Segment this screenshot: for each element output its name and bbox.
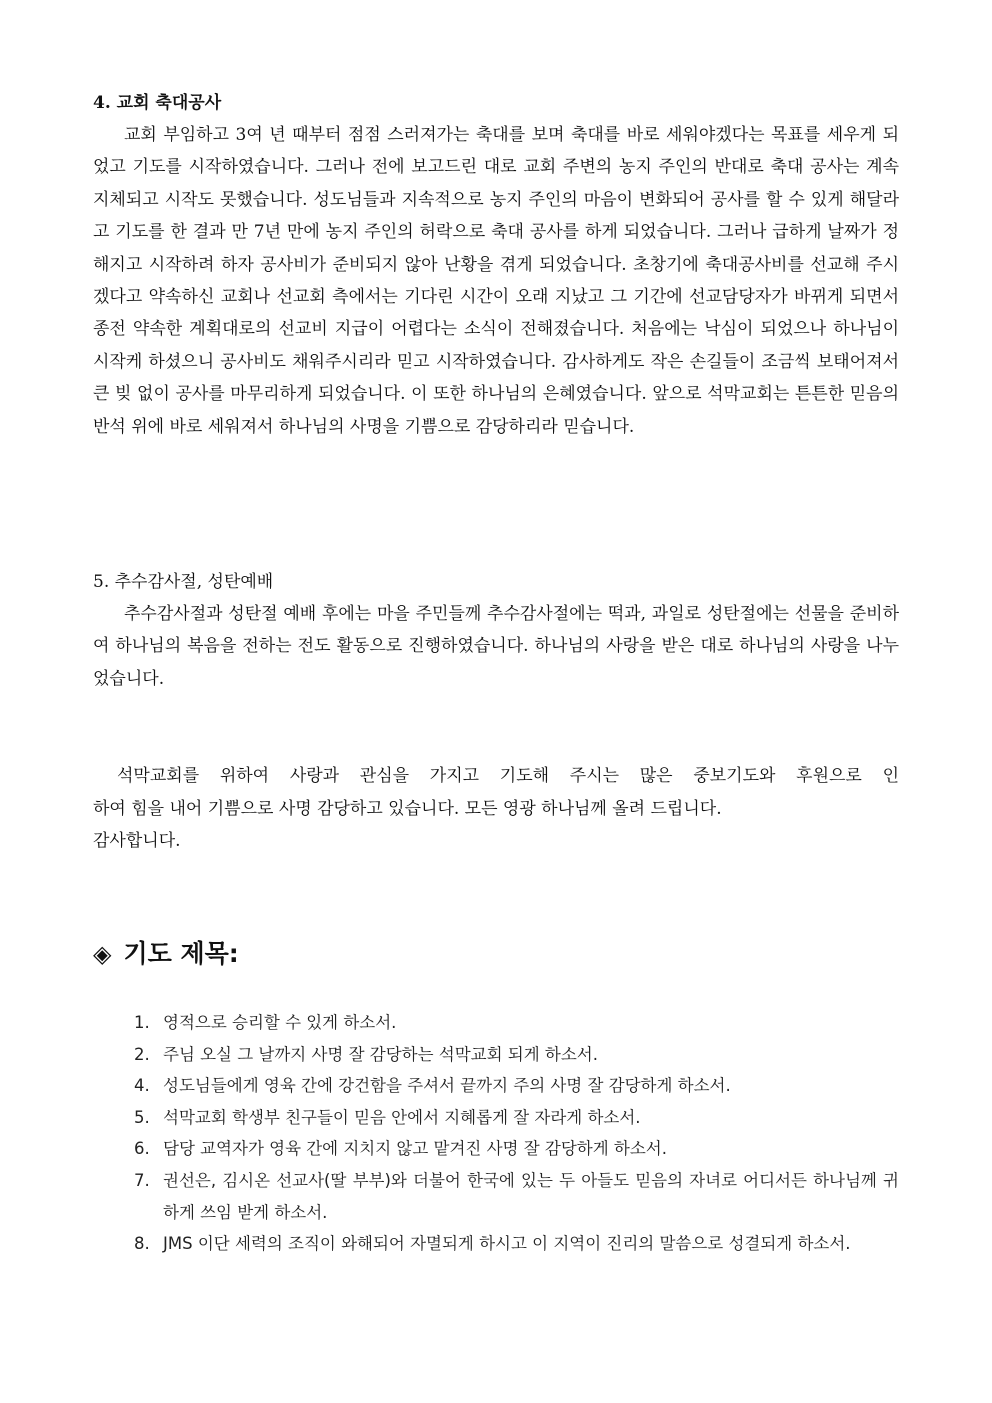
closing-message xyxy=(93,760,899,858)
prayer-item-text: 주님 오실 그 날까지 사명 잘 감당하는 석막교회 되게 하소서. xyxy=(163,1044,598,1064)
prayer-item-number: 6. xyxy=(134,1139,150,1159)
prayer-item xyxy=(134,1007,899,1039)
prayer-item-text: 담당 교역자가 영육 간에 지치지 않고 맡겨진 사명 잘 감당하게 하소서. xyxy=(163,1139,667,1159)
prayer-item-text: 성도님들에게 영육 간에 강건함을 주셔서 끝까지 주의 사명 잘 감당하게 하소서. xyxy=(163,1076,731,1096)
closing-line-2: 하여 힘을 내어 기쁨으로 사명 감당하고 있습니다. 모든 영광 하나님께 올려 드립니다. xyxy=(93,798,722,819)
prayer-item-text: JMS 이단 세력의 조직이 와해되어 자멸되게 하시고 이 지역이 진리의 말씀으로 성결되게 하소서. xyxy=(163,1234,851,1254)
prayer-item-number: 4. xyxy=(134,1076,150,1096)
section-5-title: 5. 추수감사절, 성탄예배 xyxy=(93,572,274,592)
prayer-item-number: 2. xyxy=(134,1044,150,1064)
prayer-item-number: 5. xyxy=(134,1107,150,1127)
prayer-item xyxy=(134,1165,899,1228)
prayer-item-text: 권선은, 김시온 선교사(딸 부부)와 더불어 한국에 있는 두 아들도 믿음의 자녀로 어디서든 하나님께 귀하게 쓰임 받게 하소서. xyxy=(163,1170,899,1222)
prayer-item xyxy=(134,1228,899,1260)
prayer-topics-heading xyxy=(93,936,239,972)
prayer-item xyxy=(134,1070,899,1102)
section-5-body: 추수감사절과 성탄절 예배 후에는 마을 주민들께 추수감사절에는 떡과, 과일로 성탄절에는 선물을 준비하여 하나님의 복음을 전하는 전도 활동으로 진행하였습니다. 하나님의 사랑을 받은 대로 하나님의 사랑을 나누었습니다. xyxy=(93,604,899,689)
section-4-title: 4. 교회 축대공사 xyxy=(93,93,222,113)
prayer-item-number: 8. xyxy=(134,1234,150,1254)
closing-thanks: 감사합니다. xyxy=(93,831,181,851)
prayer-item xyxy=(134,1102,899,1134)
prayer-item-text: 석막교회 학생부 친구들이 믿음 안에서 지혜롭게 잘 자라게 하소서. xyxy=(163,1107,641,1127)
prayer-item xyxy=(134,1133,899,1165)
closing-line-1: 석막교회를 위하여 사랑과 관심을 가지고 기도해 주시는 많은 중보기도와 후원으로 인 xyxy=(117,766,899,786)
prayer-heading-text: 기도 제목: xyxy=(123,939,239,968)
prayer-item-number: 7. xyxy=(134,1170,150,1190)
prayer-item-number: 1. xyxy=(134,1013,150,1032)
prayer-list xyxy=(134,1007,899,1260)
section-4-body: 교회 부임하고 3여 년 때부터 점점 스러져가는 축대를 보며 축대를 바로 세워야겠다는 목표를 세우게 되었고 기도를 시작하였습니다. 그러나 전에 보고드린 대로 교회 주변의 농지 주인의 반대로 축대 공사는 계속 지체되고 시작도 못했습니다. 성도님들과 지속적으로 농지 주인의 마음이 변화되어 공사를 할 수 있게 해달라고 기도를 한 결과 만 7년 만에 농지 주인의 허락으로 축대 공사를 하게 되었습니다. 그러나 급하게 날짜가 정해지고 시작하려 하자 공사비가 준비되지 않아 난황을 겪게 되었습니다. 초창기에 축대공사비를 선교해 주시겠다고 약속하신 교회나 선교회 측에서는 기다린 시간이 오래 지났고 그 기간에 선교담당자가 바뀌게 되면서 종전 약속한 계획대로의 선교비 지급이 어렵다는 소식이 전해졌습니다. 처음에는 낙심이 되었으나 하나님이 시작케 하셨으니 공사비도 채워주시리라 믿고 시작하였습니다. 감사하게도 작은 손길들이 조금씩 보태어져서 큰 빚 없이 공사를 마무리하게 되었습니다. 이 또한 하나님의 은혜였습니다. 앞으로 석막교회는 튼튼한 믿음의 반석 위에 바로 세워져서 하나님의 사명을 기쁨으로 감당하리라 믿습니다. xyxy=(93,125,899,437)
diamond-in-diamond-icon: ◈ xyxy=(93,940,112,968)
prayer-item-text: 영적으로 승리할 수 있게 하소서. xyxy=(163,1013,397,1032)
prayer-item xyxy=(134,1039,899,1071)
